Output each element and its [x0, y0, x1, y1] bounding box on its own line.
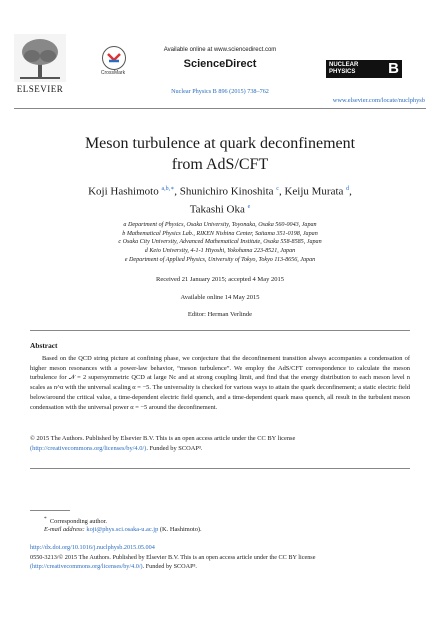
received-dates: Received 21 January 2015; accepted 4 May 2015: [156, 276, 284, 283]
abstract-heading: Abstract: [30, 341, 58, 350]
footnote-mark: *: [44, 516, 47, 522]
author-marks[interactable]: d: [346, 186, 350, 192]
crossmark-label: CrossMark: [100, 70, 126, 76]
journal-citation[interactable]: Nuclear Physics B 896 (2015) 738–762: [171, 88, 269, 95]
crossmark-icon[interactable]: [102, 46, 126, 70]
abstract-body: Based on the QCD string picture at confining phase, we conjecture that the deconfinement transition always accompanies a condensation of higher meson resonances with a power-law behavior, “meson turbulence”. We employ the AdS/CFT correspondence to calculate the meson turbulence for 𝒩 = 2 supersymmetric QCD at large Nc and at strong coupling limit, and find that the energy distribution to each meson level n scales as n^α with the universal scaling α = −5. The universality is checked for various ways to attain the quark deconfinement; a static electric field below/around the critical value, a time-dependent electric field quench, and a time-dependent quark mass quench, all result in the turbulent meson condensation with the universal power α = −5 around the deconfinement.: [30, 355, 410, 411]
corresponding-author-note: [44, 516, 107, 525]
author-list: Koji Hashimoto $^{a,b,∗}$, Shunichiro Kinoshita $^c$, Keiju Murata $^d$, Takashi Oka $^e$: [88, 185, 352, 216]
title-line-1: Meson turbulence at quark deconfinement: [84, 135, 356, 152]
corresponding-text: Corresponding author.: [49, 518, 108, 526]
email-label: E-mail address:: [44, 526, 85, 533]
affiliation-item: c Osaka City University, Advanced Mathematical Institute, Osaka 558-8585, Japan: [118, 239, 322, 246]
journal-logo: [326, 60, 402, 78]
author-marks[interactable]: e: [247, 203, 251, 210]
sciencedirect-logo[interactable]: ScienceDirect: [183, 58, 257, 70]
affiliation-list: [30, 221, 410, 265]
author-marks[interactable]: c: [276, 186, 279, 192]
journal-logo-line1: NUCLEAR: [329, 62, 359, 68]
author-name: Keiju Murata: [284, 185, 344, 198]
abstract-top-divider: [30, 330, 410, 331]
publisher-name: ELSEVIER: [16, 84, 64, 94]
abstract-license: [30, 434, 410, 453]
journal-url-link[interactable]: www.elsevier.com/locate/nuclphysb: [332, 97, 425, 104]
license-link[interactable]: (http://creativecommons.org/licenses/by/4.0/): [30, 444, 147, 452]
abstract-bottom-divider: [30, 468, 410, 469]
affiliation-item: e Department of Applied Physics, University of Tokyo, Tokyo 113-8656, Japan: [124, 256, 316, 263]
available-online-date: Available online 14 May 2015: [180, 294, 260, 301]
footnote-divider: [30, 510, 70, 511]
author-marks[interactable]: a,b,∗: [161, 186, 175, 192]
journal-logo-letter: B: [388, 60, 399, 77]
header-divider: [14, 108, 426, 109]
author-name: Shunichiro Kinoshita: [179, 185, 274, 198]
author-name: Koji Hashimoto: [88, 185, 159, 198]
issn-license-link[interactable]: (http://creativecommons.org/licenses/by/4.0/): [30, 563, 143, 570]
affiliation-item: d Keio University, 4-1-1 Hiyoshi, Yokohama 223-8521, Japan: [144, 248, 296, 255]
affiliation-item: a Department of Physics, Osaka University, Toyonaka, Osaka 560-0043, Japan: [123, 222, 317, 228]
email-suffix: (K. Hashimoto).: [159, 526, 202, 533]
title-line-2: from AdS/CFT: [171, 156, 269, 173]
article-title: [30, 133, 410, 175]
affiliation-item: b Mathematical Physics Lab., RIKEN Nishina Center, Saitama 351-0198, Japan: [122, 230, 318, 237]
doi-link[interactable]: http://dx.doi.org/10.1016/j.nuclphysb.2015.05.004: [30, 544, 155, 551]
license-text: © 2015 The Authors. Published by Elsevier B.V. This is an open access article under the CC BY license: [30, 435, 296, 442]
elsevier-tree-logo: [14, 34, 66, 82]
issn-text: 0550-3213/© 2015 The Authors. Published by Elsevier B.V. This is an open access article under the CC BY license: [30, 554, 316, 561]
editor-line: Editor: Herman Verlinde: [187, 311, 253, 318]
author-name: Takashi Oka: [189, 203, 245, 216]
email-footnote: [44, 526, 202, 533]
email-link[interactable]: koji@phys.sci.osaka-u.ac.jp: [86, 526, 159, 533]
issn-suffix: . Funded by SCOAP³.: [142, 563, 197, 570]
journal-logo-line2: PHYSICS: [329, 69, 356, 75]
available-online-text: Available online at www.sciencedirect.com: [163, 47, 277, 53]
license-suffix: . Funded by SCOAP³.: [146, 444, 203, 452]
issn-license: [30, 553, 430, 571]
